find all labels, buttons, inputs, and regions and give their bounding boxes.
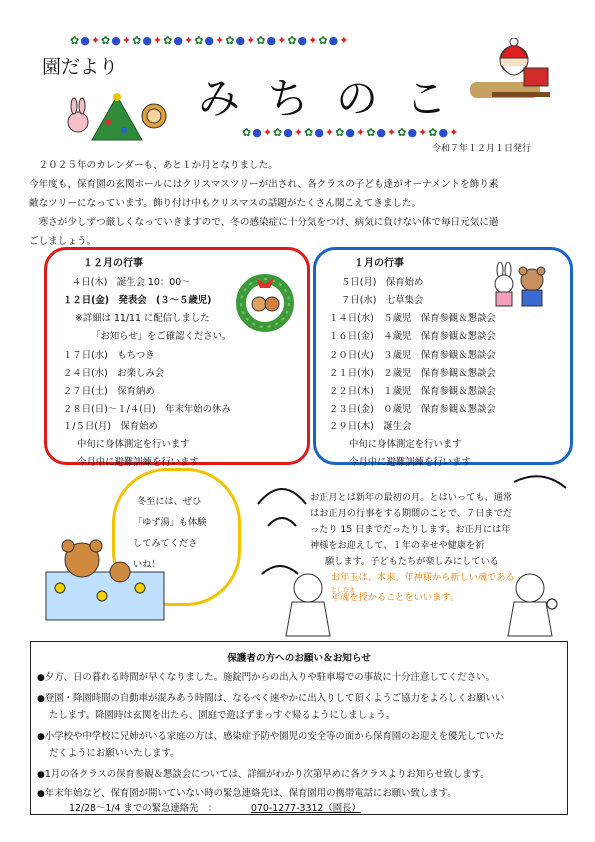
event-line: ２２日(木) １歳児 保育参観＆懇談会 [329,386,496,397]
event-line: ２３日(金) ０歳児 保育参観＆懇談会 [329,404,496,415]
event-line: 「お知らせ」をご確認ください。 [91,331,232,342]
bear-bath-icon [40,538,170,624]
event-line: １６日(金) ４歳児 保育参観＆懇談会 [329,331,496,342]
bullet-icon: ● [37,694,45,704]
event-line: 中旬に身体測定を行います [349,439,462,450]
event-line: ２９日(木) 誕生会 [329,421,412,432]
emergency-label: 12/28～1/4 までの緊急連絡先 ： [69,803,218,814]
emergency-phone: 070-1277-3312（園長） [251,803,361,814]
christmas-tree-kids-icon [62,92,172,148]
bullet-icon: ● [37,770,45,780]
intro-line: 敵なツリーになっています。飾り付け中もクリスマスの話題がたくさん聞こえてきました。 [29,198,422,209]
event-line: ７日(水) 七草集会 [341,295,424,306]
event-line: １２日(金) 発表会 (３～５歳児) [63,295,212,306]
new-year-line: 神様をお迎えして、１年の幸せや健康を祈 [310,540,485,551]
new-year-line: 願します。子どもたちが楽しみにしている [325,556,499,567]
bubble-line: 「ゆず湯」も体験 [133,517,207,528]
event-line: ※詳細は 11/11 に配信しました [75,313,210,324]
event-line: ５日(月) 保育始め [341,277,424,288]
kids-kimono-icon [268,570,568,638]
notice-item: 小学校や中学校に兄姉がいる家庭の方は、感染症予防や園児の安全等の面から保育園のお迎えを優先していた [44,731,505,742]
issue-date: 令和７年１２月１日発行 [432,144,532,154]
event-line: 今月中に避難訓練を行います [77,457,199,468]
bubble-line: してみてくださ [133,538,198,549]
bubble-line: いね！ [133,559,161,570]
notice-item: 登園・降園時間の自動車が混みあう時間は、なるべく速やかに出入りして頂くようご協力をよろしくお願いい [44,693,505,704]
santa-reindeer-icon [462,38,554,108]
newsletter-title: みちのこ [198,74,475,123]
event-line: 中旬に身体測定を行います [77,439,190,450]
notice-item: たします。降園時は玄関を出たら、園庭で遊ばずまっすぐ帰るようにしましょう。 [49,710,396,721]
event-line: ２８日(日)～１/４(日) 年末年始の休み [63,404,231,415]
new-year-highlight: 年魂を授かることをいいます。 [331,592,459,603]
notice-item: 1月の各クラスの保育参観＆懇談会については、詳細がわかり次第早めに各クラスよりお知らせ致します。 [44,769,490,780]
wreath-bears-icon [234,270,296,332]
holly-garland-icon: ✿●✦✿●✦✿●✦✿●✦✿●✦✿●✦✿●✦✿●✦✿●✦ [70,34,350,47]
intro-line: 寒さが少しずつ厳しくなっていきますので、冬の感染症に十分気をつけ、病気に負けない体で毎日元気に過 [29,217,499,228]
event-line: １/５日(月) 保育始め [63,421,158,432]
event-line: ２４日(水) お楽しみ会 [63,368,165,379]
december-title: １２月の行事 [83,258,143,269]
notice-box [30,641,568,815]
event-line: ２１日(水) ２歳児 保育参観＆懇談会 [329,368,496,379]
january-title: １月の行事 [354,258,404,269]
event-line: １７日(水) もちつき [63,350,155,361]
notice-title: 保護者の方へのお願い＆お知らせ [227,653,371,664]
event-line: ２７日(土) 保育納め [63,386,155,397]
holly-garland-icon: ✿●✦✿●✦✿●✦✿●✦✿●✦✿●✦✿●✦ [242,126,460,139]
notice-item: だくようにお願いいたします。 [49,748,180,759]
intro-line: ごしましょう。 [29,236,97,247]
event-line: １４日(水) ５歳児 保育参観＆懇談会 [329,313,496,324]
event-line: 今月中に避難訓練を行います [349,457,471,468]
newsletter-tagline: 園だより [42,56,119,78]
event-line: ４日(木) 誕生会 10：00～ [72,277,191,288]
bullet-icon: ● [37,673,45,683]
bubble-line: 冬至には、ぜひ [137,496,202,507]
new-year-line: お正月とは新年の最初の月。とはいっても、通常 [310,492,513,503]
new-year-line: ったり 15 日までだったりします。お正月には年 [310,524,511,535]
new-year-highlight: お年玉は、本来、年神様から新しい魂である [331,572,515,583]
bullet-icon: ● [37,732,45,742]
notice-item: 夕方、日の暮れる時間が早くなりました。施錠門からの出入りや駐車場での事故に十分注意してください。 [44,672,495,683]
notice-item: 年末年始など、保育園が開いていない時の緊急連絡先は、保育園用の携帯電話にお願い致します。 [44,788,457,799]
new-year-line: はお正月の行事をする期間のことで、７日までだ [310,508,512,519]
bullet-icon: ● [37,789,45,799]
ruby-text: としだま [331,587,356,594]
intro-line: ２０２５年のカレンダーも、あと１か月となりました。 [29,160,278,171]
intro-line: 今年度も、保育園の玄関ホールにはクリスマスツリーが出され、各クラスの子ども達がオーナメントを飾り素 [29,179,499,190]
rabbit-bear-icon [488,262,550,308]
event-line: ２０日(火) ３歳児 保育参観＆懇談会 [329,350,496,361]
